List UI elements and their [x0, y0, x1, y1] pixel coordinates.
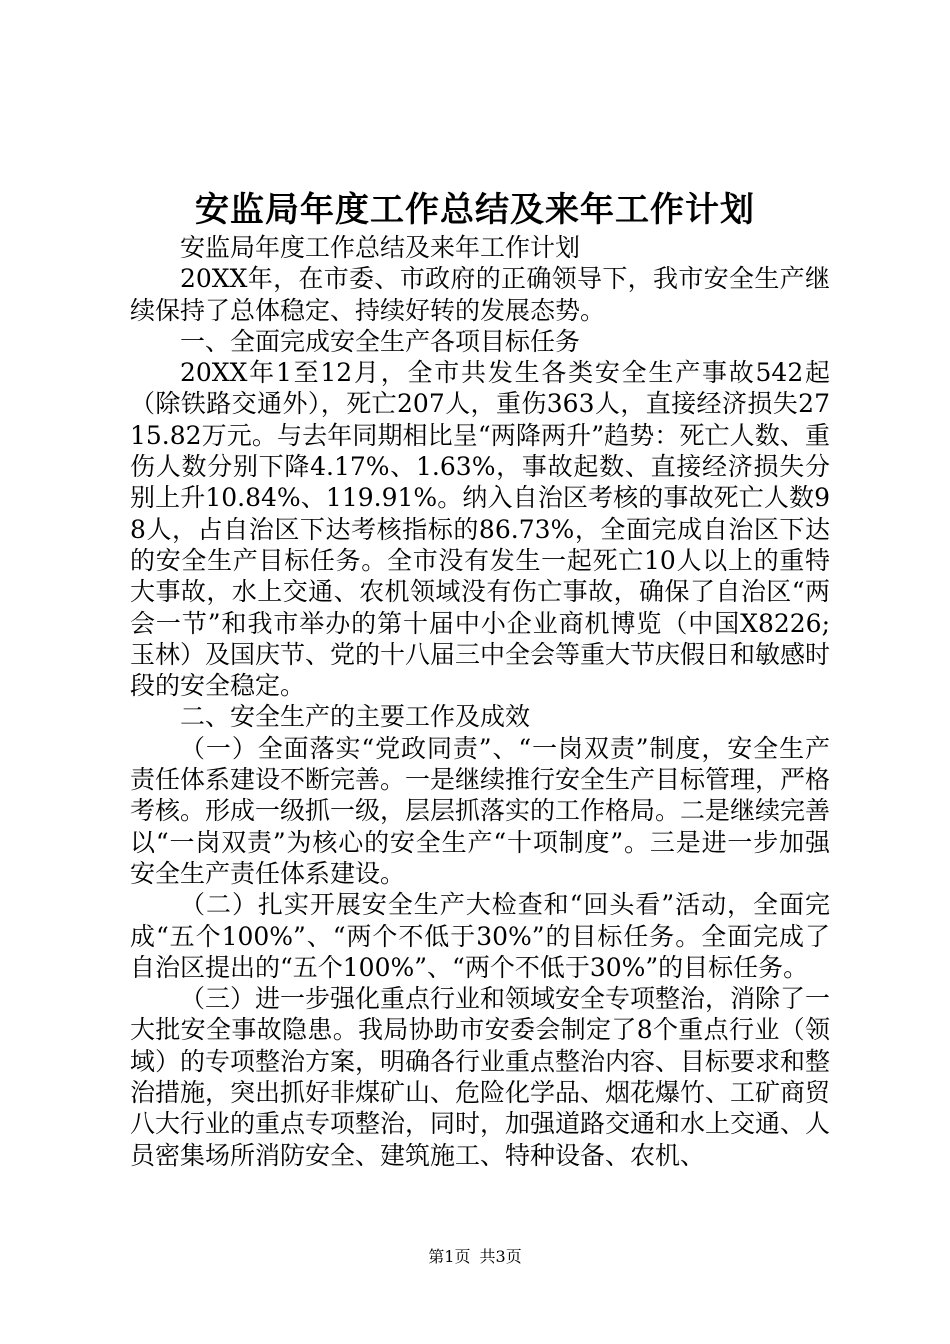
- paragraph-intro: 20XX年，在市委、市政府的正确领导下，我市安全生产继续保持了总体稳定、持续好转的发展态势。: [130, 264, 830, 325]
- paragraph-subtitle: 安监局年度工作总结及来年工作计划: [180, 233, 581, 262]
- paragraph-item-2: （二）扎实开展安全生产大检查和“回头看”活动，全面完成“五个100%”、“两个不低于30%”的目标任务。全面完成了自治区提出的“五个100%”、“两个不低于30%”的目标任务。: [130, 890, 830, 982]
- paragraph-statistics: 20XX年1至12月，全市共发生各类安全生产事故542起（除铁路交通外），死亡207人，重伤363人，直接经济损失2715.82万元。与去年同期相比呈“两降两升”趋势：死亡人数、重伤人数分别下降4.17%、1.63%，事故起数、直接经济损失分别上升10.84%、119.91%。纳入自治区考核的事故死亡人数98人，占自治区下达考核指标的86.73%，全面完成自治区下达的安全生产目标任务。全市没有发生一起死亡10人以上的重特大事故，水上交通、农机领域没有伤亡事故，确保了自治区“两会一节”和我市举办的第十届中小企业商机博览（中国X8226;玉林）及国庆节、党的十八届三中全会等重大节庆假日和敏感时段的安全稳定。: [130, 358, 831, 701]
- paragraph-item-3: （三）进一步强化重点行业和领域安全专项整治，消除了一大批安全事故隐患。我局协助市安委会制定了8个重点行业（领域）的专项整治方案，明确各行业重点整治内容、目标要求和整治措施，突出抓好非煤矿山、危险化学品、烟花爆竹、工矿商贸八大行业的重点专项整治，同时，加强道路交通和水上交通、人员密集场所消防安全、建筑施工、特种设备、农机、: [130, 984, 831, 1170]
- page-number: 第1页: [428, 1247, 471, 1266]
- section-heading-2: 二、安全生产的主要工作及成效: [180, 702, 531, 732]
- document-title: 安监局年度工作总结及来年工作计划: [195, 190, 755, 230]
- page-total: 共3页: [479, 1247, 522, 1266]
- page-footer: [0, 1245, 950, 1269]
- section-heading-1: 一、全面完成安全生产各项目标任务: [180, 326, 581, 356]
- document-body: [130, 232, 830, 1171]
- paragraph-item-1: （一）全面落实“党政同责”、“一岗双责”制度，安全生产责任体系建设不断完善。一是继续推行安全生产目标管理，严格考核。形成一级抓一级，层层抓落实的工作格局。二是继续完善以“一岗双责”为核心的安全生产“十项制度”。三是进一步加强安全生产责任体系建设。: [130, 733, 831, 888]
